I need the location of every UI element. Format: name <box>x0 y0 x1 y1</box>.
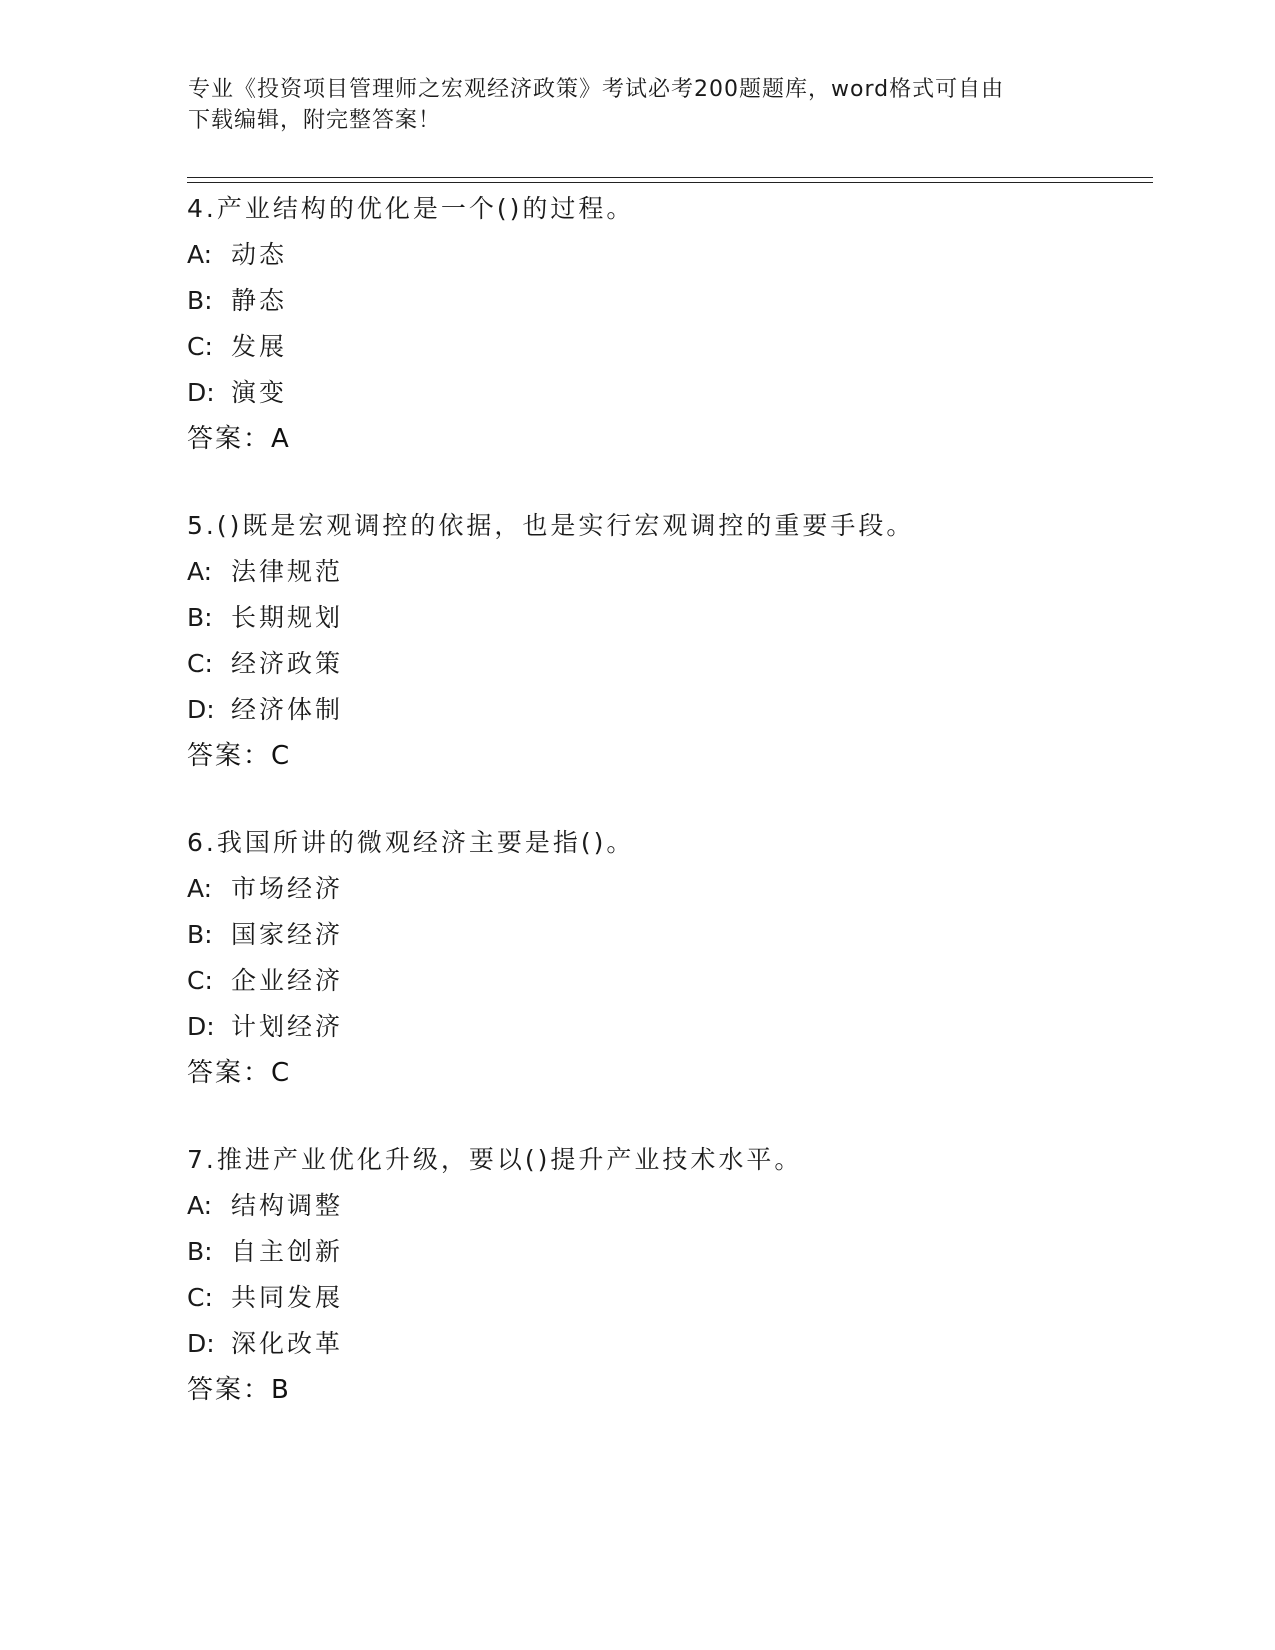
option-text: 深化改革 <box>231 1329 344 1358</box>
option-letter: A: <box>187 874 213 903</box>
answer-value: C <box>271 1058 290 1088</box>
header-divider-top <box>187 177 1153 178</box>
option-letter: B: <box>187 603 213 632</box>
answer-label: 答案： <box>187 424 272 454</box>
question-title: 7.推进产业优化升级，要以()提升产业技术水平。 <box>187 1145 803 1174</box>
option-a <box>187 1183 1147 1229</box>
option-letter: C: <box>187 649 213 678</box>
option-text: 长期规划 <box>231 603 344 632</box>
option-b <box>187 595 1147 641</box>
question-6 <box>187 820 1147 1096</box>
question-title: 4.产业结构的优化是一个()的过程。 <box>187 194 635 223</box>
option-c <box>187 958 1147 1004</box>
option-text: 企业经济 <box>231 966 344 995</box>
answer-value: C <box>271 741 290 771</box>
option-text: 国家经济 <box>231 920 344 949</box>
option-text: 结构调整 <box>231 1191 344 1220</box>
option-text: 动态 <box>231 240 288 269</box>
question-title: 5.()既是宏观调控的依据，也是实行宏观调控的重要手段。 <box>187 511 915 540</box>
option-letter: C: <box>187 332 213 361</box>
option-text: 计划经济 <box>231 1012 344 1041</box>
question-7 <box>187 1137 1147 1413</box>
option-letter: C: <box>187 966 213 995</box>
answer-label: 答案： <box>187 741 272 771</box>
question-5 <box>187 503 1147 779</box>
option-b <box>187 1229 1147 1275</box>
option-text: 市场经济 <box>231 874 344 903</box>
option-text: 法律规范 <box>231 557 344 586</box>
option-a <box>187 232 1147 278</box>
option-d <box>187 1321 1147 1367</box>
option-text: 演变 <box>231 378 288 407</box>
option-letter: B: <box>187 286 213 315</box>
option-letter: B: <box>187 1237 213 1266</box>
option-letter: C: <box>187 1283 213 1312</box>
answer-line <box>187 416 1147 462</box>
option-letter: D: <box>187 378 215 407</box>
option-letter: D: <box>187 1329 215 1358</box>
option-text: 自主创新 <box>231 1237 344 1266</box>
answer-label: 答案： <box>187 1058 272 1088</box>
option-letter: B: <box>187 920 213 949</box>
answer-value: B <box>271 1375 289 1405</box>
option-text: 发展 <box>231 332 288 361</box>
option-text: 静态 <box>231 286 288 315</box>
option-a <box>187 549 1147 595</box>
option-text: 经济体制 <box>231 695 344 724</box>
answer-line <box>187 1367 1147 1413</box>
option-letter: D: <box>187 695 215 724</box>
header-divider-bottom <box>187 182 1153 183</box>
option-letter: A: <box>187 557 213 586</box>
option-letter: A: <box>187 1191 213 1220</box>
answer-line <box>187 1050 1147 1096</box>
option-d <box>187 370 1147 416</box>
option-text: 经济政策 <box>231 649 344 678</box>
answer-line <box>187 733 1147 779</box>
option-b <box>187 912 1147 958</box>
option-c <box>187 324 1147 370</box>
option-a <box>187 866 1147 912</box>
question-title: 6.我国所讲的微观经济主要是指()。 <box>187 828 635 857</box>
answer-label: 答案： <box>187 1375 272 1405</box>
option-c <box>187 1275 1147 1321</box>
option-b <box>187 278 1147 324</box>
option-text: 共同发展 <box>231 1283 344 1312</box>
option-d <box>187 1004 1147 1050</box>
document-header <box>188 74 1068 136</box>
header-line-1: 专业《投资项目管理师之宏观经济政策》考试必考200题题库，word格式可自由 <box>188 77 1005 102</box>
option-c <box>187 641 1147 687</box>
answer-value: A <box>271 424 289 454</box>
option-d <box>187 687 1147 733</box>
header-line-2: 下载编辑，附完整答案！ <box>188 108 442 133</box>
option-letter: D: <box>187 1012 215 1041</box>
question-4 <box>187 186 1147 462</box>
option-letter: A: <box>187 240 213 269</box>
